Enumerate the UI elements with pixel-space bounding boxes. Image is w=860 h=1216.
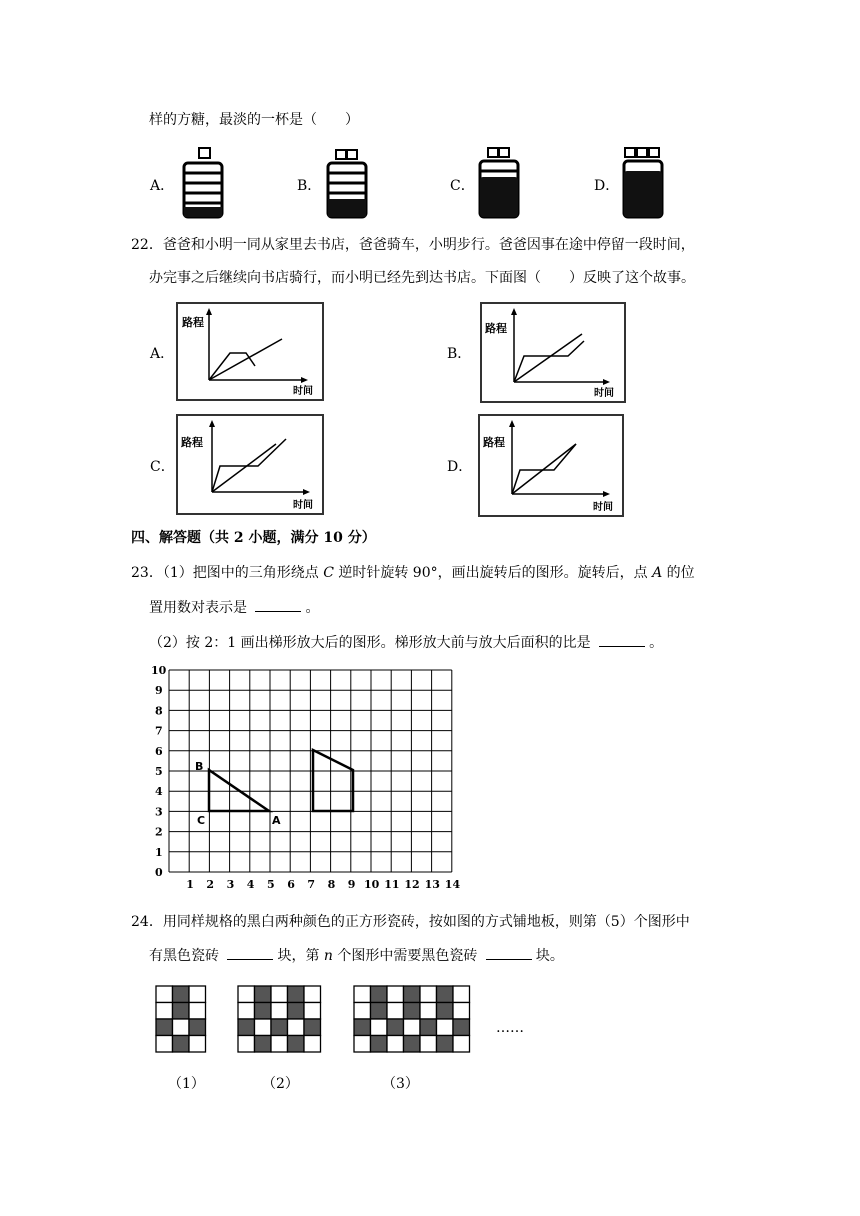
tile bbox=[387, 1036, 404, 1053]
graph-c-panel bbox=[176, 414, 324, 515]
triangle-shape bbox=[209, 770, 269, 811]
tile bbox=[255, 1003, 272, 1020]
tile bbox=[271, 1003, 288, 1020]
tile bbox=[404, 1019, 421, 1036]
graph-b-x-label: 时间 bbox=[594, 388, 614, 399]
q22-option-c[interactable]: C． bbox=[150, 459, 175, 475]
tile bbox=[354, 1003, 371, 1020]
tile bbox=[189, 1036, 206, 1053]
tile bbox=[238, 986, 255, 1003]
q22-option-a[interactable]: A． bbox=[150, 346, 175, 362]
tile bbox=[255, 986, 272, 1003]
tile bbox=[437, 1003, 454, 1020]
y-tick-label: 5 bbox=[155, 765, 163, 778]
x-tick-label: 8 bbox=[327, 878, 336, 891]
tile bbox=[304, 1036, 321, 1053]
tile bbox=[354, 1019, 371, 1036]
x-tick-label: 7 bbox=[307, 878, 316, 891]
tile bbox=[304, 1003, 321, 1020]
q23-part2-text: （2）按 2：1 画出梯形放大后的图形。梯形放大前与放大后面积的比是 bbox=[149, 635, 591, 651]
tile bbox=[354, 986, 371, 1003]
x-tick-label: 1 bbox=[186, 878, 194, 891]
q23-part1-line2-text: 置用数对表示是 bbox=[149, 600, 247, 616]
tile bbox=[173, 1019, 190, 1036]
tile bbox=[156, 986, 173, 1003]
tile bbox=[189, 1003, 206, 1020]
cup-b-image bbox=[322, 145, 372, 220]
tile bbox=[371, 1019, 388, 1036]
y-tick-label: 0 bbox=[155, 866, 163, 879]
tile bbox=[437, 986, 454, 1003]
tile bbox=[304, 1019, 321, 1036]
tile bbox=[453, 1003, 470, 1020]
tile bbox=[238, 1019, 255, 1036]
label-b: B bbox=[195, 760, 204, 773]
q24-variable-n: n bbox=[323, 948, 333, 964]
tile bbox=[420, 1036, 437, 1053]
q23-part2-end: 。 bbox=[649, 635, 664, 651]
tile bbox=[288, 1036, 305, 1053]
q22-option-b[interactable]: B． bbox=[447, 346, 472, 362]
q23-part1-line2-end: 。 bbox=[305, 600, 320, 616]
tile bbox=[404, 1036, 421, 1053]
tile bbox=[156, 1019, 173, 1036]
tile bbox=[271, 1036, 288, 1053]
graph-b-y-label: 路程 bbox=[485, 322, 507, 335]
tile bbox=[255, 1019, 272, 1036]
tile bbox=[173, 1003, 190, 1020]
tile bbox=[371, 986, 388, 1003]
q23-coordinate-grid bbox=[145, 664, 475, 894]
tile bbox=[354, 1036, 371, 1053]
x-tick-label: 14 bbox=[444, 878, 461, 891]
x-tick-label: 10 bbox=[364, 878, 380, 891]
q23-part1-text-a: 23．（1）把图中的三角形绕点 bbox=[131, 565, 319, 581]
tile bbox=[453, 1036, 470, 1053]
graph-d-panel bbox=[478, 414, 624, 517]
q24-line2-text-a: 有黑色瓷砖 bbox=[149, 948, 219, 964]
caption-3: （3） bbox=[382, 1076, 419, 1092]
y-tick-label: 4 bbox=[155, 785, 163, 799]
q23-answer-blank-2[interactable] bbox=[599, 632, 645, 647]
caption-1: （1） bbox=[168, 1076, 205, 1092]
q24-line2-text-b: 块，第 bbox=[277, 948, 320, 964]
tile bbox=[255, 1036, 272, 1053]
y-tick-label: 3 bbox=[155, 805, 163, 819]
cup-c-image bbox=[474, 143, 524, 220]
tile bbox=[288, 986, 305, 1003]
q23-point-c: C bbox=[323, 565, 334, 581]
y-tick-label: 2 bbox=[155, 825, 163, 839]
x-tick-label: 4 bbox=[246, 878, 255, 891]
q23-part1-text-b: 逆时针旋转 90°，画出旋转后的图形。旋转后，点 bbox=[338, 565, 648, 581]
tile bbox=[238, 1036, 255, 1053]
tile bbox=[371, 1036, 388, 1053]
y-tick-label: 1 bbox=[155, 845, 163, 859]
x-tick-label: 6 bbox=[287, 878, 295, 891]
tile bbox=[387, 986, 404, 1003]
trapezoid-shape bbox=[313, 750, 353, 811]
cup-a-image bbox=[178, 145, 228, 220]
tile bbox=[437, 1019, 454, 1036]
x-tick-label: 11 bbox=[384, 878, 400, 891]
ellipsis: …… bbox=[496, 1020, 524, 1036]
tile bbox=[371, 1003, 388, 1020]
tile bbox=[387, 1019, 404, 1036]
q24-line1: 24．用同样规格的黑白两种颜色的正方形瓷砖，按如图的方式铺地板，则第（5）个图形中 bbox=[131, 914, 690, 930]
q21-option-a[interactable]: A． bbox=[150, 178, 175, 194]
graph-d-x-label: 时间 bbox=[593, 502, 613, 513]
x-tick-label: 3 bbox=[226, 878, 235, 891]
tile bbox=[156, 1036, 173, 1053]
graph-c-x-label: 时间 bbox=[293, 500, 313, 511]
tile bbox=[189, 986, 206, 1003]
q22-option-d[interactable]: D． bbox=[447, 459, 473, 475]
tile bbox=[453, 986, 470, 1003]
tile bbox=[173, 1036, 190, 1053]
q24-answer-blank-2[interactable] bbox=[486, 945, 532, 960]
tile bbox=[404, 986, 421, 1003]
tile bbox=[404, 1003, 421, 1020]
q21-option-d[interactable]: D． bbox=[594, 178, 620, 194]
x-tick-label: 13 bbox=[424, 878, 440, 891]
graph-a-y-label: 路程 bbox=[182, 316, 204, 329]
tile bbox=[420, 1019, 437, 1036]
graph-a-panel bbox=[176, 302, 324, 401]
section-4-title: 四、解答题（共 2 小题，满分 10 分） bbox=[131, 530, 376, 546]
tile bbox=[453, 1019, 470, 1036]
q22-line2: 办完事之后继续向书店骑行，而小明已经先到达书店。下面图（ ）反映了这个故事。 bbox=[149, 270, 695, 286]
cup-d-image bbox=[618, 143, 668, 220]
tile bbox=[271, 986, 288, 1003]
y-tick-label: 8 bbox=[155, 704, 163, 718]
tile bbox=[304, 986, 321, 1003]
y-tick-label: 7 bbox=[155, 724, 163, 738]
label-a: A bbox=[272, 814, 281, 827]
tile bbox=[288, 1019, 305, 1036]
tile bbox=[420, 986, 437, 1003]
q24-answer-blank-1[interactable] bbox=[227, 945, 273, 960]
caption-2: （2） bbox=[262, 1076, 299, 1092]
q23-part1-line1 bbox=[131, 563, 695, 583]
tile bbox=[387, 1003, 404, 1020]
q23-answer-blank-1[interactable] bbox=[255, 597, 301, 612]
graph-a-x-label: 时间 bbox=[293, 386, 313, 397]
x-tick-label: 12 bbox=[404, 878, 420, 891]
q21-option-b[interactable]: B． bbox=[297, 178, 322, 194]
q23-part1-line2 bbox=[149, 597, 319, 618]
graph-d-y-label: 路程 bbox=[483, 436, 505, 449]
q24-line2-text-d: 块。 bbox=[535, 948, 564, 964]
x-tick-label: 2 bbox=[206, 878, 215, 891]
q22-line1: 22．爸爸和小明一同从家里去书店，爸爸骑车，小明步行。爸爸因事在途中停留一段时间， bbox=[131, 237, 695, 253]
q24-line2 bbox=[149, 945, 564, 966]
y-tick-label: 6 bbox=[155, 744, 163, 758]
tile bbox=[420, 1003, 437, 1020]
graph-b-panel bbox=[480, 302, 626, 403]
x-tick-label: 5 bbox=[267, 878, 275, 891]
tile bbox=[288, 1003, 305, 1020]
y-tick-label: 10 bbox=[151, 664, 167, 677]
tile bbox=[189, 1019, 206, 1036]
tile bbox=[271, 1019, 288, 1036]
y-tick-label: 9 bbox=[155, 684, 163, 698]
q23-point-a: A bbox=[652, 565, 663, 581]
q23-part1-text-c: 的位 bbox=[666, 565, 695, 581]
tile bbox=[437, 1036, 454, 1053]
q21-option-c[interactable]: C． bbox=[450, 178, 475, 194]
label-c: C bbox=[197, 814, 206, 827]
q23-part2-line bbox=[149, 632, 663, 653]
q24-tile-patterns bbox=[150, 982, 550, 1102]
q24-line2-text-c: 个图形中需要黑色瓷砖 bbox=[337, 948, 478, 964]
graph-c-y-label: 路程 bbox=[181, 436, 203, 449]
x-tick-label: 9 bbox=[347, 878, 356, 891]
tile bbox=[156, 1003, 173, 1020]
q21-text: 样的方糖，最淡的一杯是（ ） bbox=[149, 112, 359, 128]
tile bbox=[238, 1003, 255, 1020]
tile bbox=[173, 986, 190, 1003]
